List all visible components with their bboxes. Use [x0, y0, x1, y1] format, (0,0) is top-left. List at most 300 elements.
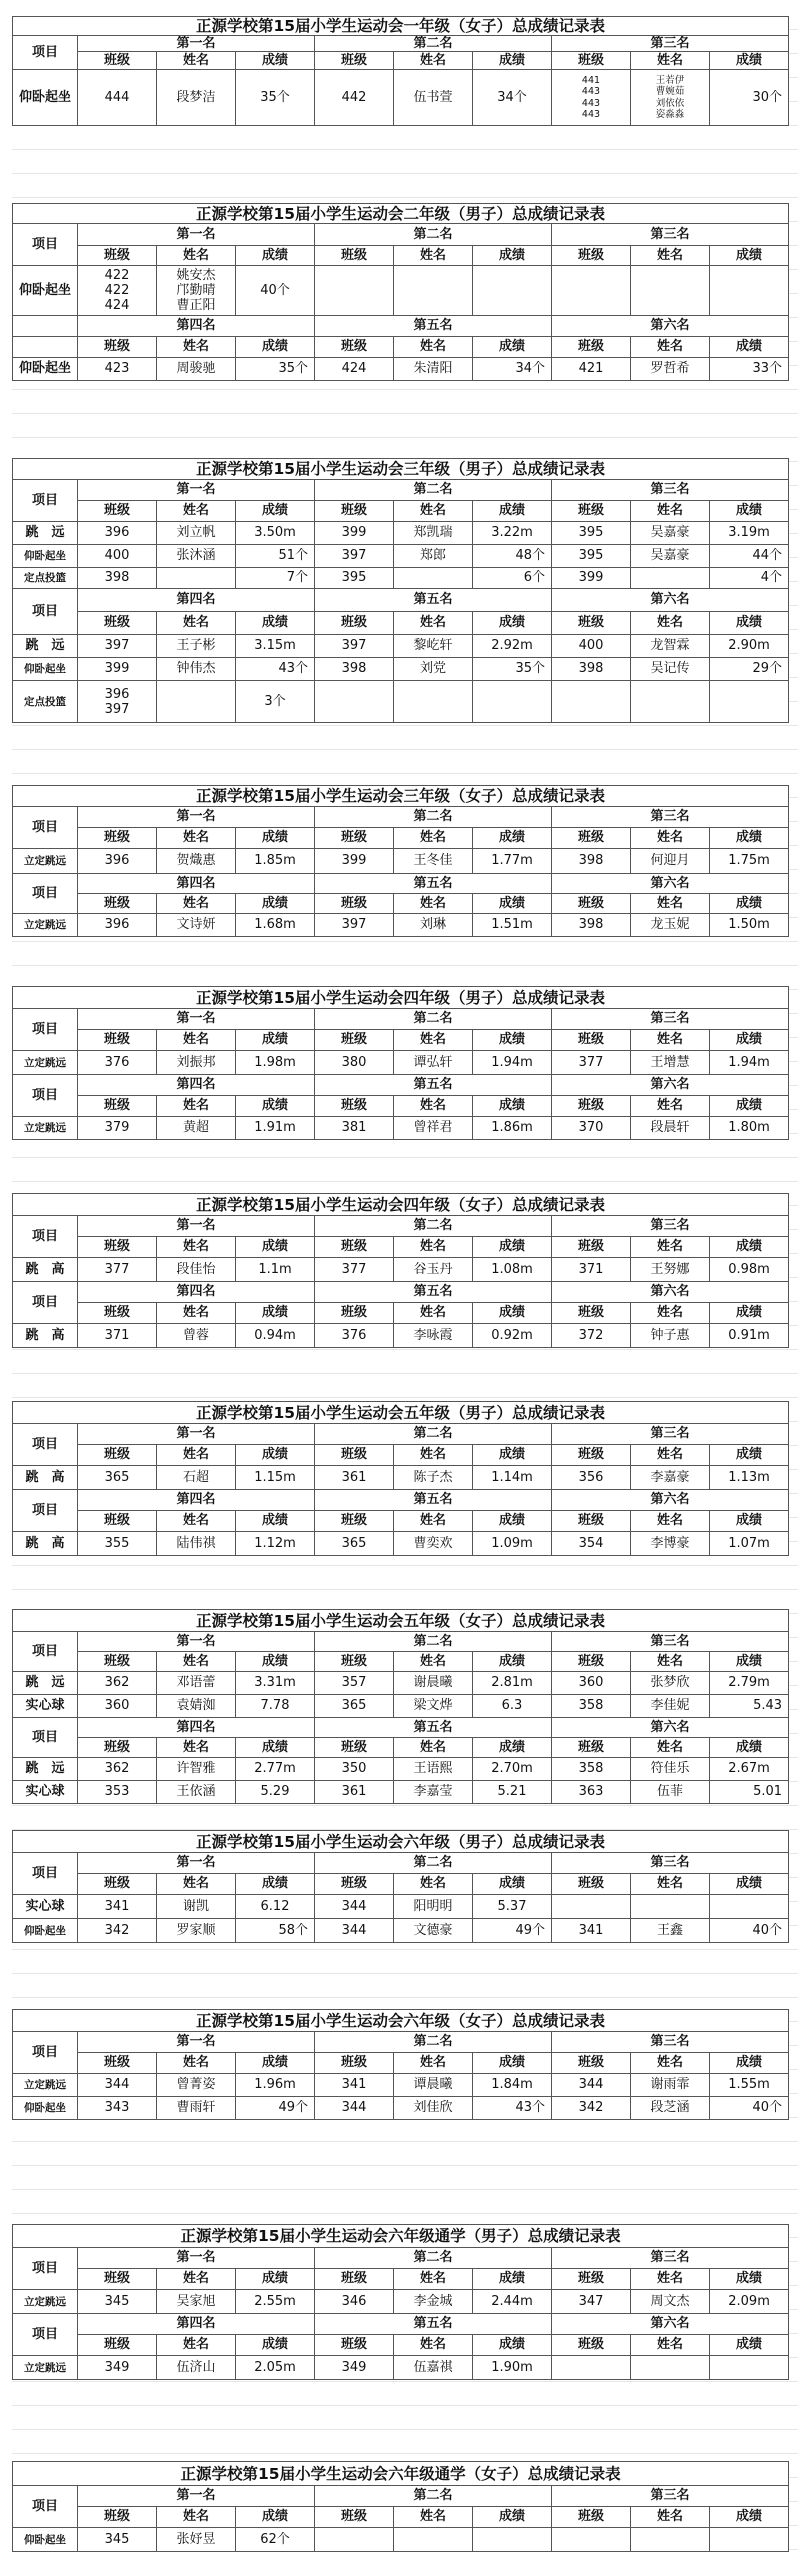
r5-score: 1.09m — [473, 1532, 552, 1556]
class-header: 班级 — [78, 501, 157, 522]
r3-class — [552, 1895, 631, 1919]
r3-name — [631, 1895, 710, 1919]
r4-class: 396 — [78, 914, 157, 937]
name-header: 姓名 — [631, 52, 710, 70]
r6-class: 358 — [552, 1758, 631, 1781]
r1-class: 345 — [78, 2290, 157, 2314]
class-header: 班级 — [552, 828, 631, 849]
name-header: 姓名 — [157, 1445, 236, 1466]
r3-class: 360 — [552, 1672, 631, 1695]
r1-name: 谢凯 — [157, 1895, 236, 1919]
score-header: 成绩 — [710, 894, 789, 914]
score-header: 成绩 — [473, 246, 552, 266]
score-header: 成绩 — [236, 1874, 315, 1895]
r2-class: 346 — [315, 2290, 394, 2314]
r2-class: 399 — [315, 522, 394, 545]
r2-class: 341 — [315, 2074, 394, 2097]
table-title: 正源学校第15届小学生运动会二年级（男子）总成绩记录表 — [13, 204, 789, 224]
r2-name: 王冬佳 — [394, 849, 473, 874]
score-header: 成绩 — [473, 2053, 552, 2074]
r4-class: 349 — [78, 2356, 157, 2380]
r6-class: 354 — [552, 1532, 631, 1556]
rank-1-header: 第一名 — [78, 2248, 315, 2269]
class-header: 班级 — [78, 1237, 157, 1258]
name-header: 姓名 — [631, 1738, 710, 1758]
empty-cell — [315, 681, 394, 723]
r3-score: 4个 — [710, 568, 789, 589]
first-classes: 422 422 424 — [78, 266, 157, 316]
r3-class: 395 — [552, 522, 631, 545]
name-header: 姓名 — [394, 1511, 473, 1532]
rank-6-header: 第六名 — [552, 1490, 789, 1511]
r5-score: 0.92m — [473, 1324, 552, 1348]
score-header: 成绩 — [710, 246, 789, 266]
r2-score: 1.14m — [473, 1466, 552, 1490]
r2-score: 1.84m — [473, 2074, 552, 2097]
event-shot-put: 实心球 — [13, 1895, 78, 1919]
rank-3-header: 第三名 — [552, 36, 789, 52]
record-table-grade2-boys — [12, 203, 789, 381]
r4-score: 0.94m — [236, 1324, 315, 1348]
r4-score: 5.29 — [236, 1781, 315, 1804]
r5-score: 35个 — [473, 658, 552, 681]
class-header: 班级 — [315, 1445, 394, 1466]
r5-class: 397 — [315, 914, 394, 937]
score-header: 成绩 — [236, 2335, 315, 2356]
name-header: 姓名 — [631, 612, 710, 635]
r2-score: 1.08m — [473, 1258, 552, 1282]
r6-name: 李博豪 — [631, 1532, 710, 1556]
r5-name: 刘党 — [394, 658, 473, 681]
score-header: 成绩 — [236, 1738, 315, 1758]
r1-class: 396 — [78, 522, 157, 545]
event-situps: 仰卧起坐 — [13, 266, 78, 316]
class-header: 班级 — [552, 1874, 631, 1895]
r4-class: 397 — [78, 635, 157, 658]
r3-name — [631, 2528, 710, 2552]
score-header: 成绩 — [473, 612, 552, 635]
first-score: 35个 — [236, 70, 315, 126]
score-header: 成绩 — [473, 1303, 552, 1324]
r1-name: 刘立帆 — [157, 522, 236, 545]
r2-class: 377 — [315, 1258, 394, 1282]
r1-class: 362 — [78, 1672, 157, 1695]
r6-score: 1.80m — [710, 1117, 789, 1140]
score-header: 成绩 — [236, 1445, 315, 1466]
r5-name: 曹奕欢 — [394, 1532, 473, 1556]
class-header: 班级 — [552, 894, 631, 914]
score-header: 成绩 — [710, 828, 789, 849]
r6-class — [552, 2356, 631, 2380]
r2-name: 谭晨曦 — [394, 2074, 473, 2097]
rank-3-header: 第三名 — [552, 2248, 789, 2269]
r3-name: 李佳妮 — [631, 1695, 710, 1718]
r6-score: 0.91m — [710, 1324, 789, 1348]
second-name: 伍书萱 — [394, 70, 473, 126]
empty-cell — [315, 266, 394, 316]
score-header: 成绩 — [473, 2335, 552, 2356]
r6-score: 2.90m — [710, 635, 789, 658]
record-table-grade5-boys — [12, 1401, 789, 1556]
r3-name: 李嘉豪 — [631, 1466, 710, 1490]
r1-class: 396 — [78, 849, 157, 874]
name-header: 姓名 — [394, 1445, 473, 1466]
fourth-class: 423 — [78, 358, 157, 381]
r5-class: 376 — [315, 1324, 394, 1348]
score-header: 成绩 — [236, 1096, 315, 1117]
score-header: 成绩 — [473, 1652, 552, 1672]
name-header: 姓名 — [157, 1030, 236, 1051]
class-header: 班级 — [552, 1738, 631, 1758]
record-table-grade6-commuter-boys — [12, 2224, 789, 2380]
rank-3-header: 第三名 — [552, 224, 789, 246]
r4-name: 曾蓉 — [157, 1324, 236, 1348]
class-header: 班级 — [78, 2269, 157, 2290]
event-fixed-shot: 定点投篮 — [13, 681, 78, 723]
r3-score: 1.13m — [710, 1466, 789, 1490]
class-header: 班级 — [78, 1738, 157, 1758]
name-header: 姓名 — [394, 2269, 473, 2290]
r3-name: 王增慧 — [631, 1051, 710, 1075]
class-header: 班级 — [315, 612, 394, 635]
score-header: 成绩 — [710, 1303, 789, 1324]
class-header: 班级 — [552, 52, 631, 70]
r1-class: 344 — [78, 2074, 157, 2097]
rank-6-header: 第六名 — [552, 589, 789, 612]
class-header: 班级 — [552, 246, 631, 266]
score-header: 成绩 — [710, 2053, 789, 2074]
r1-class: 377 — [78, 1258, 157, 1282]
r5-score: 2.70m — [473, 1758, 552, 1781]
name-header: 姓名 — [157, 501, 236, 522]
table-title: 正源学校第15届小学生运动会三年级（女子）总成绩记录表 — [13, 786, 789, 807]
first-class: 444 — [78, 70, 157, 126]
r3-class: 356 — [552, 1466, 631, 1490]
rank-2-header: 第二名 — [315, 2248, 552, 2269]
r3-name: 王鑫 — [631, 1919, 710, 1943]
class-header: 班级 — [78, 2053, 157, 2074]
r3-score: 3.19m — [710, 522, 789, 545]
empty-cell — [473, 681, 552, 723]
event-situps: 仰卧起坐 — [13, 2097, 78, 2120]
name-header: 姓名 — [157, 246, 236, 266]
r4-name: 黄超 — [157, 1117, 236, 1140]
project-header: 项目 — [13, 2248, 78, 2290]
r6-score: 1.50m — [710, 914, 789, 937]
r5-class: 361 — [315, 1781, 394, 1804]
r1-name: 石超 — [157, 1466, 236, 1490]
score-header: 成绩 — [710, 1030, 789, 1051]
event-situps: 仰卧起坐 — [13, 2528, 78, 2552]
r1-name — [157, 568, 236, 589]
r3-name: 谢雨霏 — [631, 2074, 710, 2097]
project-header: 项目 — [13, 2314, 78, 2356]
rank-4-header: 第四名 — [78, 2314, 315, 2335]
score-header: 成绩 — [710, 1511, 789, 1532]
score-header: 成绩 — [473, 1511, 552, 1532]
score-header: 成绩 — [236, 2269, 315, 2290]
rank-6-header: 第六名 — [552, 1282, 789, 1303]
name-header: 姓名 — [157, 337, 236, 358]
record-table-grade5-girls — [12, 1609, 789, 1804]
project-header: 项目 — [13, 874, 78, 914]
empty-cell — [631, 681, 710, 723]
r3-class: 371 — [552, 1258, 631, 1282]
class-header: 班级 — [315, 1237, 394, 1258]
r3-score: 1.94m — [710, 1051, 789, 1075]
r6-name: 段晨轩 — [631, 1117, 710, 1140]
r3-name: 张梦欣 — [631, 1672, 710, 1695]
empty-cell — [473, 266, 552, 316]
r3-name: 王努娜 — [631, 1258, 710, 1282]
name-header: 姓名 — [394, 501, 473, 522]
r4-class: 355 — [78, 1532, 157, 1556]
class-header: 班级 — [78, 1303, 157, 1324]
rank-4-header: 第四名 — [78, 874, 315, 894]
r1-score: 62个 — [236, 2528, 315, 2552]
name-header: 姓名 — [631, 1237, 710, 1258]
name-header: 姓名 — [631, 2053, 710, 2074]
r1-score: 51个 — [236, 545, 315, 568]
event-standing-jump: 立定跳远 — [13, 914, 78, 937]
class-header: 班级 — [552, 2053, 631, 2074]
class-header: 班级 — [78, 1445, 157, 1466]
class-header: 班级 — [552, 337, 631, 358]
class-header: 班级 — [315, 1303, 394, 1324]
r4-score: 1.91m — [236, 1117, 315, 1140]
class-header: 班级 — [552, 2269, 631, 2290]
sixth-score: 33个 — [710, 358, 789, 381]
rank-6-header: 第六名 — [552, 1718, 789, 1738]
rank-3-header: 第三名 — [552, 2486, 789, 2507]
r1-name: 曾菁姿 — [157, 2074, 236, 2097]
table-title: 正源学校第15届小学生运动会六年级（女子）总成绩记录表 — [13, 2010, 789, 2032]
score-header: 成绩 — [236, 1303, 315, 1324]
class-header: 班级 — [552, 2507, 631, 2528]
class-header: 班级 — [315, 2269, 394, 2290]
score-header: 成绩 — [710, 501, 789, 522]
r3-score — [710, 2528, 789, 2552]
name-header: 姓名 — [631, 337, 710, 358]
r3-class: 342 — [552, 2097, 631, 2120]
r3-class — [552, 2528, 631, 2552]
name-header: 姓名 — [157, 1738, 236, 1758]
score-header: 成绩 — [236, 612, 315, 635]
r4-class: 379 — [78, 1117, 157, 1140]
r6-class: 372 — [552, 1324, 631, 1348]
class-header: 班级 — [552, 612, 631, 635]
event-shot-put: 实心球 — [13, 1695, 78, 1718]
r4-score: 3个 — [236, 681, 315, 723]
r2-class: 361 — [315, 1466, 394, 1490]
score-header: 成绩 — [473, 1445, 552, 1466]
rank-5-header: 第五名 — [315, 316, 552, 337]
name-header: 姓名 — [631, 2269, 710, 2290]
rank-1-header: 第一名 — [78, 2032, 315, 2053]
r6-name: 龙玉妮 — [631, 914, 710, 937]
rank-3-header: 第三名 — [552, 1424, 789, 1445]
name-header: 姓名 — [394, 1874, 473, 1895]
r1-score: 58个 — [236, 1919, 315, 1943]
score-header: 成绩 — [473, 1874, 552, 1895]
r5-score: 2.92m — [473, 635, 552, 658]
r2-name: 谢晨曦 — [394, 1672, 473, 1695]
name-header: 姓名 — [631, 2335, 710, 2356]
score-header: 成绩 — [710, 2269, 789, 2290]
event-fixed-shot: 定点投篮 — [13, 568, 78, 589]
rank-1-header: 第一名 — [78, 807, 315, 828]
score-header: 成绩 — [710, 337, 789, 358]
class-header: 班级 — [78, 828, 157, 849]
name-header: 姓名 — [157, 2269, 236, 2290]
r1-class: 342 — [78, 1919, 157, 1943]
r4-class: 399 — [78, 658, 157, 681]
r3-score: 5.43 — [710, 1695, 789, 1718]
score-sheet — [12, 6, 798, 2570]
r5-name: 李嘉莹 — [394, 1781, 473, 1804]
r2-name: 刘佳欣 — [394, 2097, 473, 2120]
class-header: 班级 — [315, 1096, 394, 1117]
rank-2-header: 第二名 — [315, 224, 552, 246]
r2-score: 43个 — [473, 2097, 552, 2120]
score-header: 成绩 — [473, 52, 552, 70]
rank-5-header: 第五名 — [315, 1282, 552, 1303]
rank-5-header: 第五名 — [315, 2314, 552, 2335]
class-header: 班级 — [315, 1511, 394, 1532]
name-header: 姓名 — [394, 1030, 473, 1051]
score-header: 成绩 — [710, 1652, 789, 1672]
name-header: 姓名 — [157, 2507, 236, 2528]
event-long-jump: 跳 远 — [13, 1672, 78, 1695]
project-header: 项目 — [13, 1490, 78, 1532]
r6-class: 398 — [552, 914, 631, 937]
class-header: 班级 — [315, 1738, 394, 1758]
name-header: 姓名 — [394, 828, 473, 849]
score-header: 成绩 — [236, 1030, 315, 1051]
score-header: 成绩 — [710, 1738, 789, 1758]
r6-class: 398 — [552, 658, 631, 681]
rank-6-header: 第六名 — [552, 316, 789, 337]
second-score: 34个 — [473, 70, 552, 126]
record-table-grade3-girls — [12, 785, 789, 937]
score-header: 成绩 — [473, 1030, 552, 1051]
name-header: 姓名 — [157, 1237, 236, 1258]
fifth-class: 424 — [315, 358, 394, 381]
name-header: 姓名 — [157, 52, 236, 70]
first-names: 姚安杰 邝勤晴 曹正阳 — [157, 266, 236, 316]
r1-score: 1.85m — [236, 849, 315, 874]
rank-5-header: 第五名 — [315, 1490, 552, 1511]
rank-3-header: 第三名 — [552, 2032, 789, 2053]
r1-score: 2.55m — [236, 2290, 315, 2314]
score-header: 成绩 — [473, 1738, 552, 1758]
class-header: 班级 — [552, 1511, 631, 1532]
event-situps: 仰卧起坐 — [13, 1919, 78, 1943]
name-header: 姓名 — [394, 52, 473, 70]
event-high-jump: 跳 高 — [13, 1258, 78, 1282]
rank-2-header: 第二名 — [315, 2486, 552, 2507]
empty-cell — [13, 337, 78, 358]
project-header: 项目 — [13, 2486, 78, 2528]
class-header: 班级 — [78, 2335, 157, 2356]
r1-class: 398 — [78, 568, 157, 589]
first-name: 段梦洁 — [157, 70, 236, 126]
fifth-score: 34个 — [473, 358, 552, 381]
name-header: 姓名 — [157, 1652, 236, 1672]
rank-4-header: 第四名 — [78, 1282, 315, 1303]
r5-name: 李咏霞 — [394, 1324, 473, 1348]
table-title: 正源学校第15届小学生运动会一年级（女子）总成绩记录表 — [13, 17, 789, 36]
rank-2-header: 第二名 — [315, 2032, 552, 2053]
event-standing-jump: 立定跳远 — [13, 1117, 78, 1140]
class-header: 班级 — [78, 1874, 157, 1895]
name-header: 姓名 — [631, 1445, 710, 1466]
class-header: 班级 — [78, 246, 157, 266]
event-standing-jump: 立定跳远 — [13, 1051, 78, 1075]
r5-score: 5.21 — [473, 1781, 552, 1804]
rank-3-header: 第三名 — [552, 1632, 789, 1652]
rank-3-header: 第三名 — [552, 1853, 789, 1874]
project-header: 项目 — [13, 2032, 78, 2074]
r6-name: 钟子惠 — [631, 1324, 710, 1348]
r1-score: 6.12 — [236, 1895, 315, 1919]
class-header: 班级 — [315, 337, 394, 358]
r2-class — [315, 2528, 394, 2552]
rank-2-header: 第二名 — [315, 807, 552, 828]
name-header: 姓名 — [394, 2053, 473, 2074]
r2-name: 陈子杰 — [394, 1466, 473, 1490]
score-header: 成绩 — [473, 2507, 552, 2528]
r2-name: 谷玉丹 — [394, 1258, 473, 1282]
r2-score: 5.37 — [473, 1895, 552, 1919]
score-header: 成绩 — [710, 1096, 789, 1117]
r3-score: 44个 — [710, 545, 789, 568]
name-header: 姓名 — [394, 1652, 473, 1672]
r4-score: 2.05m — [236, 2356, 315, 2380]
r6-score: 29个 — [710, 658, 789, 681]
r2-class: 395 — [315, 568, 394, 589]
empty-cell — [13, 316, 78, 337]
project-header: 项目 — [13, 1009, 78, 1051]
r6-class: 370 — [552, 1117, 631, 1140]
r3-name: 吴嘉豪 — [631, 545, 710, 568]
event-standing-jump: 立定跳远 — [13, 2074, 78, 2097]
third-score: 30个 — [710, 70, 789, 126]
class-header: 班级 — [315, 246, 394, 266]
r1-class: 400 — [78, 545, 157, 568]
r4-name: 王子彬 — [157, 635, 236, 658]
r5-score: 1.86m — [473, 1117, 552, 1140]
project-header: 项目 — [13, 480, 78, 522]
rank-2-header: 第二名 — [315, 480, 552, 501]
score-header: 成绩 — [236, 2053, 315, 2074]
event-standing-jump: 立定跳远 — [13, 2356, 78, 2380]
r5-name: 曾祥君 — [394, 1117, 473, 1140]
r1-score: 1.98m — [236, 1051, 315, 1075]
project-header: 项目 — [13, 1216, 78, 1258]
score-header: 成绩 — [473, 2269, 552, 2290]
rank-4-header: 第四名 — [78, 1075, 315, 1096]
r1-name: 刘振邦 — [157, 1051, 236, 1075]
r2-name — [394, 568, 473, 589]
project-header: 项目 — [13, 589, 78, 635]
r3-name: 吴嘉豪 — [631, 522, 710, 545]
name-header: 姓名 — [631, 1303, 710, 1324]
class-header: 班级 — [78, 1030, 157, 1051]
event-situps: 仰卧起坐 — [13, 70, 78, 126]
r2-class: 399 — [315, 849, 394, 874]
class-header: 班级 — [315, 501, 394, 522]
